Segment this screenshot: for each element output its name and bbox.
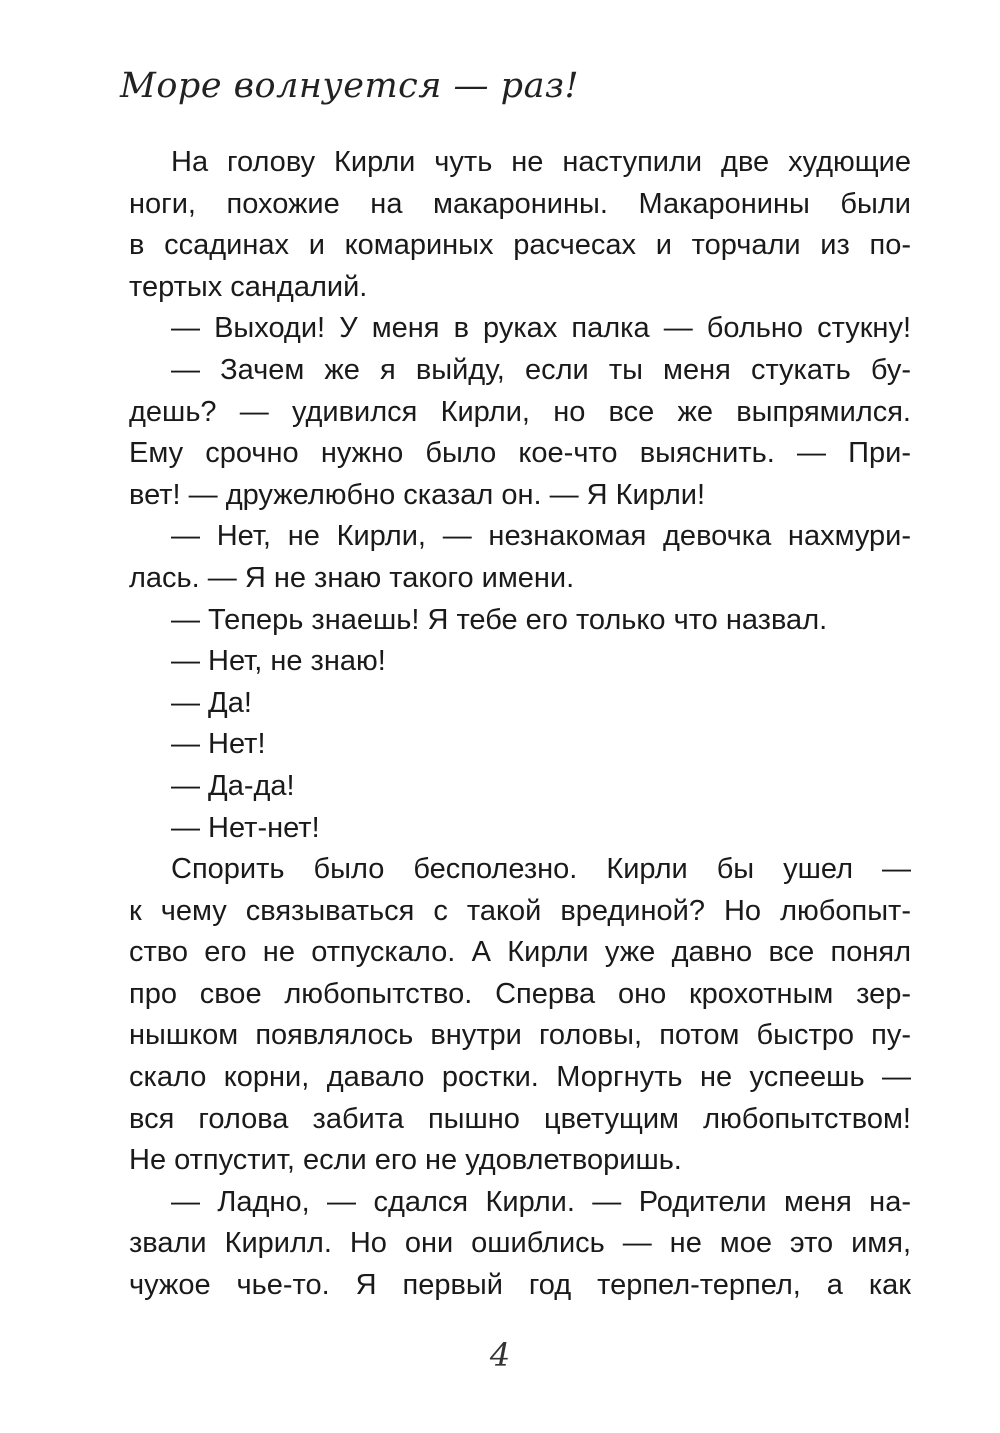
text-line: в ссадинах и комариных расчесах и торчали из по-: [129, 229, 911, 262]
text-line: скало корни, давало ростки. Моргнуть не успеешь —: [129, 1061, 911, 1094]
text-line: — Да-да!: [171, 769, 295, 802]
text-line: — Зачем же я выйду, если ты меня стукать бу-: [171, 353, 911, 386]
text-line: — Да!: [171, 686, 252, 719]
text-line: тертых сандалий.: [129, 270, 368, 303]
text-line: про свое любопытство. Сперва оно крохотным зер-: [129, 977, 911, 1010]
text-line: чужое чье-то. Я первый год терпел-терпел, а как: [129, 1269, 911, 1302]
text-line: — Нет!: [171, 728, 266, 761]
text-line: ноги, похожие на макаронины. Макаронины были: [129, 187, 911, 220]
text-line: — Ладно, — сдался Кирли. — Родители меня на-: [171, 1185, 911, 1218]
text-line: — Нет-нет!: [171, 811, 320, 844]
body-text: [129, 142, 911, 1307]
text-line: нышком появлялось внутри головы, потом быстро пу-: [129, 1019, 911, 1052]
text-line: ство его не отпускало. А Кирли уже давно все понял: [129, 936, 911, 969]
text-line: дешь? — удивился Кирли, но все же выпрямился.: [129, 395, 911, 428]
text-line: вся голова забита пышно цветущим любопытством!: [129, 1102, 911, 1135]
text-line: — Теперь знаешь! Я тебе его только что назвал.: [171, 603, 828, 636]
text-line: Не отпустит, если его не удовлетворишь.: [129, 1144, 682, 1177]
text-line: вет! — дружелюбно сказал он. — Я Кирли!: [129, 478, 706, 511]
text-line: — Нет, не Кирли, — незнакомая девочка нахмури-: [171, 520, 911, 553]
running-head: Море волнуется — раз!: [120, 66, 580, 106]
text-line: — Нет, не знаю!: [171, 645, 386, 678]
text-line: Спорить было бесполезно. Кирли бы ушел —: [171, 853, 911, 886]
page-number: 4: [489, 1336, 511, 1374]
text-line: — Выходи! У меня в руках палка — больно стукну!: [171, 312, 911, 345]
text-line: Ему срочно нужно было кое-что выяснить. — При-: [129, 437, 911, 470]
text-line: к чему связываться с такой врединой? Но любопыт-: [129, 894, 911, 927]
text-line: лась. — Я не знаю такого имени.: [129, 561, 575, 594]
text-line: На голову Кирли чуть не наступили две худющие: [171, 146, 911, 178]
text-line: звали Кирилл. Но они ошиблись — не мое это имя,: [129, 1227, 911, 1260]
